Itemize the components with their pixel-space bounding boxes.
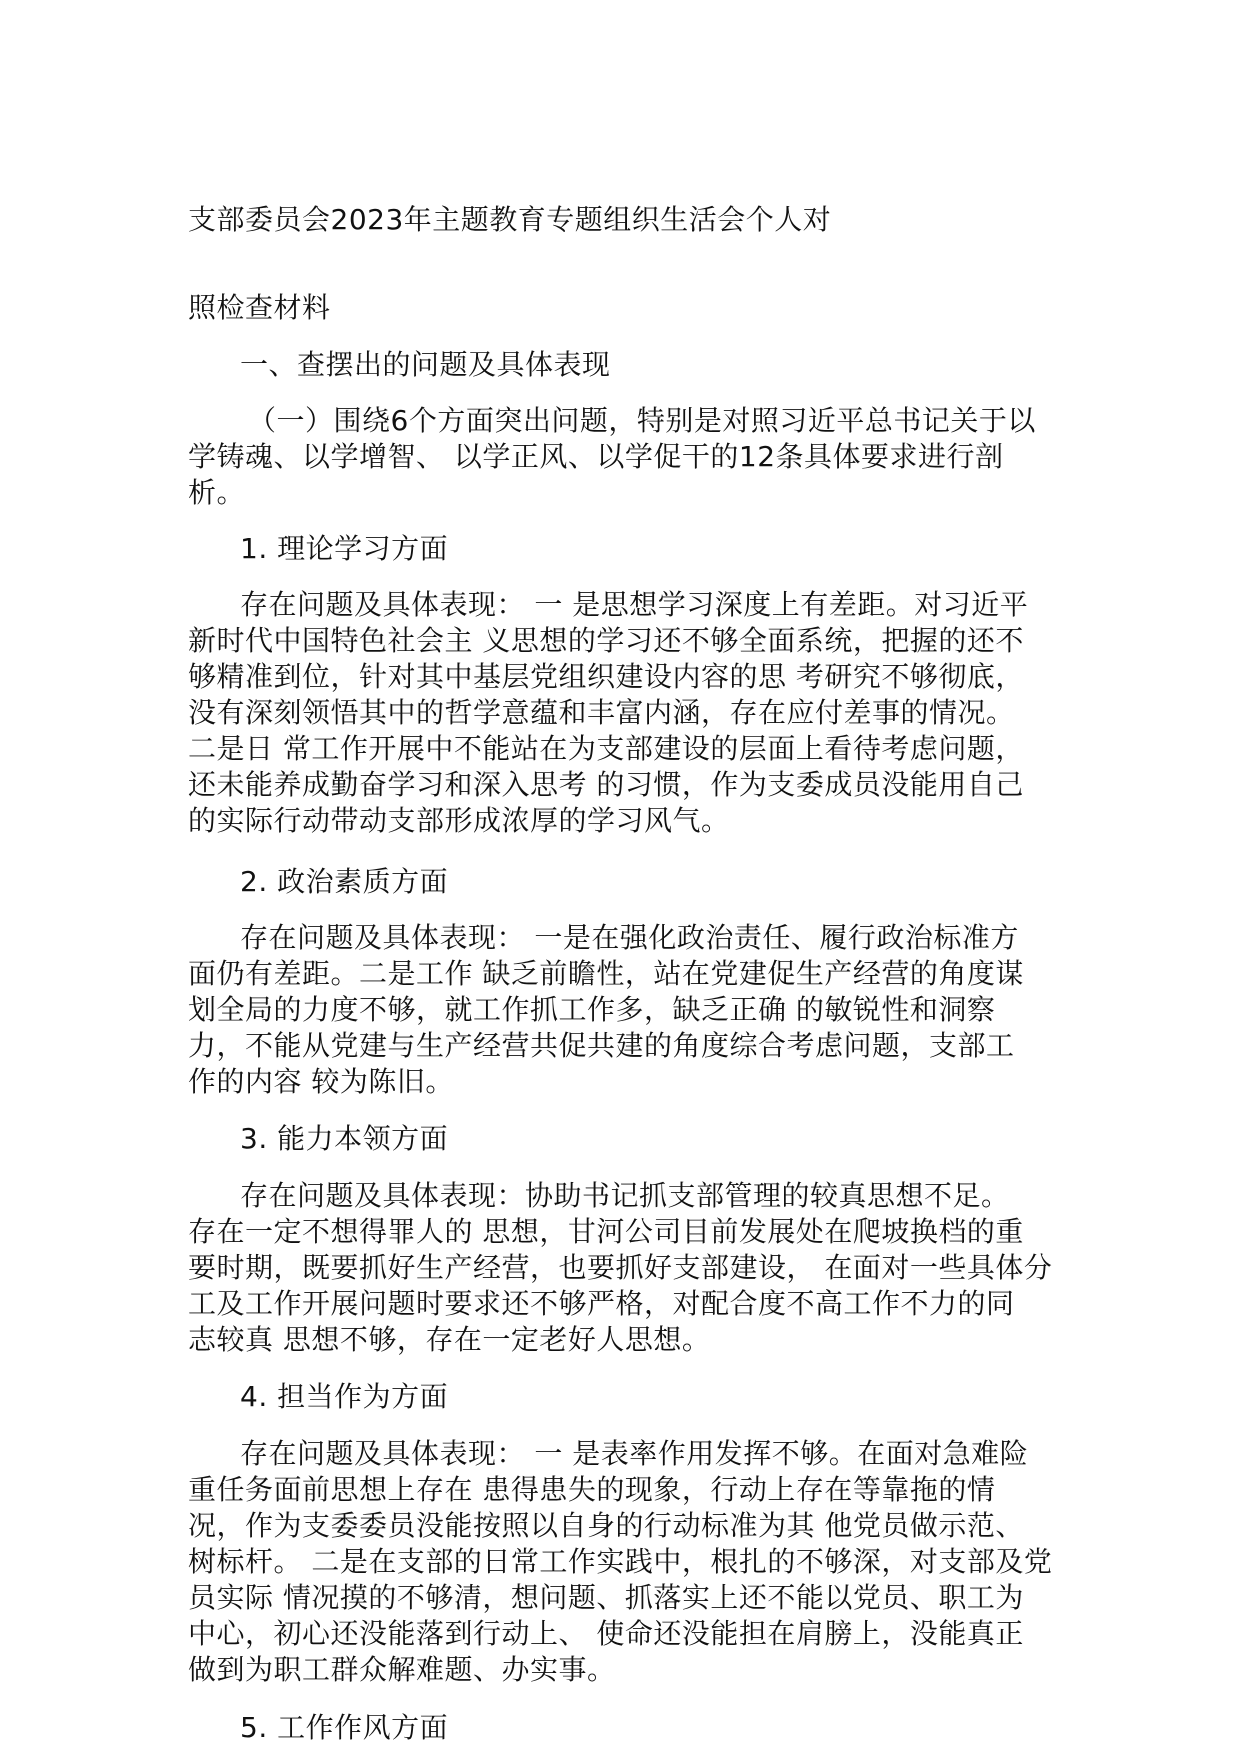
paragraph-line: 析。 <box>188 476 246 509</box>
paragraph-line: 二是日 常工作开展中不能站在为支部建设的层面上看待考虑问题， <box>188 732 1024 765</box>
section-heading: 一、查摆出的问题及具体表现 <box>240 348 611 381</box>
paragraph-line: 没有深刻领悟其中的哲学意蕴和丰富内涵，存在应付差事的情况。 <box>188 696 1015 729</box>
paragraph-line: 存在问题及具体表现： 一 是表率作用发挥不够。在面对急难险 <box>240 1437 1029 1470</box>
paragraph-line: 的实际行动带动支部形成浓厚的学习风气。 <box>188 804 730 837</box>
paragraph-line: 学铸魂、以学增智、 以学正风、以学促干的12条具体要求进行剖 <box>188 440 1004 473</box>
item-heading: 2. 政治素质方面 <box>240 865 449 898</box>
paragraph-line: （一）围绕6个方面突出问题，特别是对照习近平总书记关于以 <box>248 404 1036 437</box>
paragraph-line: 工及工作开展问题时要求还不够严格，对配合度不高工作不力的同 <box>188 1287 1015 1320</box>
paragraph-line: 存在问题及具体表现： 一是在强化政治责任、履行政治标准方 <box>240 921 1019 954</box>
paragraph-line: 新时代中国特色社会主 义思想的学习还不够全面系统，把握的还不 <box>188 624 1024 657</box>
item-heading: 4. 担当作为方面 <box>240 1380 449 1413</box>
paragraph-line: 存在一定不想得罪人的 思想，甘河公司目前发展处在爬坡换档的重 <box>188 1215 1024 1248</box>
document-title-line-2: 照检查材料 <box>188 291 331 324</box>
item-heading: 3. 能力本领方面 <box>240 1122 449 1155</box>
item-heading: 1. 理论学习方面 <box>240 532 449 565</box>
paragraph-line: 树标杆。 二是在支部的日常工作实践中，根扎的不够深，对支部及党 <box>188 1545 1053 1578</box>
paragraph-line: 志较真 思想不够，存在一定老好人思想。 <box>188 1323 711 1356</box>
paragraph-line: 存在问题及具体表现： 一 是思想学习深度上有差距。对习近平 <box>240 588 1029 621</box>
paragraph-line: 员实际 情况摸的不够清，想问题、抓落实上还不能以党员、职工为 <box>188 1581 1024 1614</box>
paragraph-line: 面仍有差距。二是工作 缺乏前瞻性，站在党建促生产经营的角度谋 <box>188 957 1024 990</box>
paragraph-line: 力，不能从党建与生产经营共促共建的角度综合考虑问题，支部工 <box>188 1029 1015 1062</box>
document-title-line-1: 支部委员会2023年主题教育专题组织生活会个人对 <box>188 203 832 236</box>
paragraph-line: 够精准到位，针对其中基层党组织建设内容的思 考研究不够彻底， <box>188 660 1024 693</box>
paragraph-line: 中心，初心还没能落到行动上、 使命还没能担在肩膀上，没能真正 <box>188 1617 1024 1650</box>
paragraph-line: 作的内容 较为陈旧。 <box>188 1065 454 1098</box>
paragraph-line: 还未能养成勤奋学习和深入思考 的习惯，作为支委成员没能用自己 <box>188 768 1024 801</box>
paragraph-line: 划全局的力度不够，就工作抓工作多，缺乏正确 的敏锐性和洞察 <box>188 993 996 1026</box>
item-heading: 5. 工作作风方面 <box>240 1711 449 1744</box>
paragraph-line: 做到为职工群众解难题、办实事。 <box>188 1653 616 1686</box>
paragraph-line: 况，作为支委委员没能按照以自身的行动标准为其 他党员做示范、 <box>188 1509 1024 1542</box>
paragraph-line: 要时期，既要抓好生产经营，也要抓好支部建设， 在面对一些具体分 <box>188 1251 1053 1284</box>
paragraph-line: 存在问题及具体表现：协助书记抓支部管理的较真思想不足。 <box>240 1179 1010 1212</box>
paragraph-line: 重任务面前思想上存在 患得患失的现象，行动上存在等靠拖的情 <box>188 1473 996 1506</box>
